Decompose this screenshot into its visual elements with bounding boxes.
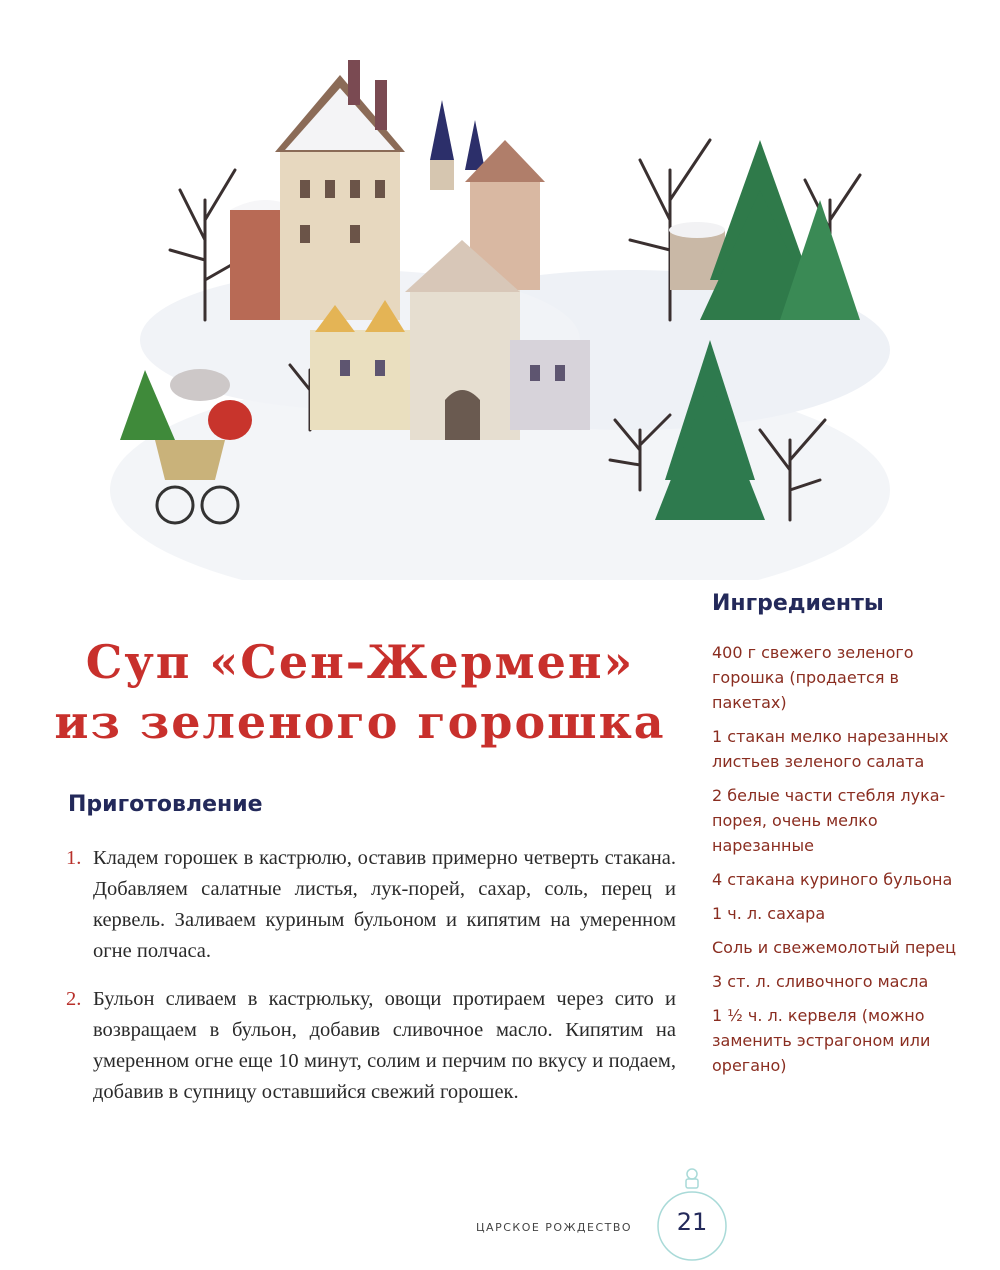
ingredients-list (712, 640, 957, 1087)
recipe-title (40, 632, 680, 752)
recipe-title-line1: Суп «Сен-Жермен» (85, 635, 635, 689)
ingredient-item: 1 ч. л. сахара (712, 904, 826, 923)
step-text: Кладем горошек в кастрюлю, оставив примерно четверть стакана. Добавляем салатные листья, лук-порей, сахар, соль, перец и кервель. Заливаем куриным бульоном и кипятим на умеренном огне полчаса. (93, 847, 676, 962)
ingredient-item: Соль и свежемолотый перец (712, 938, 957, 957)
page-number: 21 (676, 1208, 708, 1236)
ingredients-heading: Ингредиенты (712, 591, 884, 616)
step-number: 1. (66, 847, 82, 869)
winter-castle-illustration (110, 20, 890, 580)
ingredient-item: 3 ст. л. сливочного масла (712, 972, 929, 991)
preparation-heading: Приготовление (68, 792, 263, 817)
ingredient-item: 2 белые части стебля лука-порея, очень мелко нарезанные (712, 786, 946, 855)
ingredient-item: 1 ½ ч. л. кервеля (можно заменить эстрагоном или орегано) (712, 1006, 931, 1075)
ingredient-item: 4 стакана куриного бульона (712, 870, 953, 889)
step-number: 2. (66, 988, 82, 1010)
preparation-step (66, 843, 676, 967)
book-title-footer: ЦАРСКОЕ РОЖДЕСТВО (476, 1221, 633, 1234)
preparation-step (66, 984, 676, 1108)
recipe-title-line2: из зеленого горошка (54, 695, 666, 749)
ingredient-item: 1 стакан мелко нарезанных листьев зеленого салата (712, 727, 949, 771)
preparation-steps (66, 843, 676, 1125)
step-text: Бульон сливаем в кастрюльку, овощи протираем через сито и возвращаем в бульон, добавив сливочное масло. Кипятим на умеренном огне еще 10 минут, солим и перчим по вкусу и подаем, добавив в супницу оставшийся свежий горошек. (93, 988, 676, 1103)
ingredient-item: 400 г свежего зеленого горошка (продается в пакетах) (712, 643, 914, 712)
